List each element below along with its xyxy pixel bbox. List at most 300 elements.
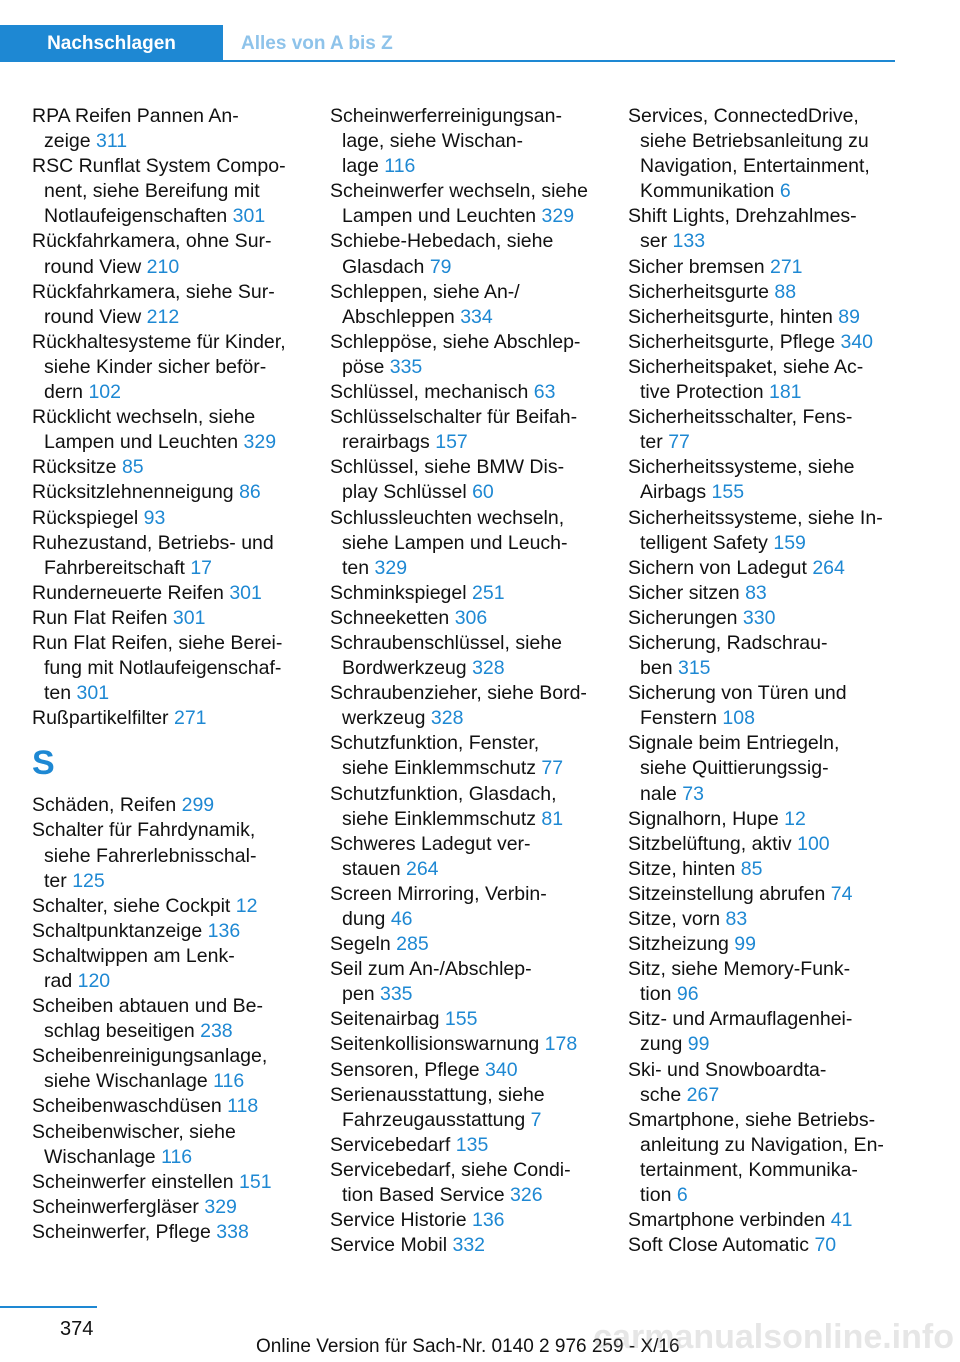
page-link[interactable]: 79	[429, 255, 452, 278]
entry-text: Sicherheitsgurte	[628, 280, 769, 303]
entry-text: lage, siehe Wischan-	[342, 130, 524, 153]
entry-text: Signale beim Entriegeln,	[628, 732, 840, 755]
page-link[interactable]: 70	[814, 1234, 837, 1257]
page-link[interactable]: 41	[830, 1209, 853, 1232]
index-entry	[330, 882, 598, 932]
index-entry	[628, 104, 898, 204]
entry-text: Schiebe-Hebedach, siehe	[330, 230, 554, 253]
page-link[interactable]: 301	[76, 682, 110, 705]
entry-text: Rücklicht wechseln, siehe	[32, 406, 256, 429]
entry-text: Schalter, siehe Cockpit	[32, 894, 231, 917]
page-link[interactable]: 330	[742, 606, 776, 629]
page-link[interactable]: 271	[769, 255, 803, 278]
page-link[interactable]: 301	[229, 581, 262, 604]
index-entry	[330, 455, 598, 505]
entry-text: Sitzeinstellung abrufen	[628, 882, 826, 905]
entry-text: Scheinwerfer einstellen	[32, 1170, 234, 1193]
entry-text: fung mit Notlaufeigenschaf-	[44, 657, 282, 680]
entry-text: Sitz, siehe Memory-Funk-	[628, 958, 851, 981]
index-entry	[32, 706, 300, 731]
entry-text: siehe Einklemmschutz	[342, 807, 536, 830]
page-link[interactable]: 212	[146, 305, 180, 328]
index-entry	[330, 1233, 598, 1258]
page-link[interactable]: 329	[541, 205, 575, 228]
header-tabs	[0, 25, 393, 62]
entry-text: Servicebedarf	[330, 1133, 451, 1156]
index-entry	[628, 932, 898, 957]
entry-text: Sensoren, Pflege	[330, 1058, 480, 1081]
index-entry	[628, 405, 898, 455]
page-link[interactable]: 73	[682, 782, 704, 805]
index-entry	[330, 731, 598, 781]
page-link[interactable]: 108	[722, 707, 755, 730]
entry-text: Schleppen, siehe An-/	[330, 280, 520, 303]
entry-text: Fahrbereitschaft	[44, 556, 185, 579]
page-link[interactable]: 100	[797, 832, 830, 855]
entry-text: siehe Fahrerlebnisschal-	[44, 844, 257, 867]
index-entry	[628, 832, 898, 857]
entry-text: siehe Einklemmschutz	[342, 757, 536, 780]
page-link[interactable]: 83	[725, 908, 748, 930]
page-link[interactable]: 74	[830, 882, 853, 905]
header-rule	[223, 60, 895, 62]
entry-text: Rückspiegel	[32, 506, 139, 529]
entry-text: Run Flat Reifen, siehe Berei-	[32, 631, 283, 654]
index-entry	[32, 405, 300, 455]
index-entry	[330, 606, 598, 631]
index-entry	[628, 1208, 898, 1233]
entry-text: Sicherheitssysteme, siehe	[628, 456, 855, 479]
tab-nachschlagen[interactable]: Nachschlagen	[0, 25, 223, 62]
index-entry	[628, 280, 898, 305]
page-link[interactable]: 46	[390, 908, 413, 930]
page-link[interactable]: 133	[672, 230, 706, 253]
page-link[interactable]: 301	[232, 205, 266, 228]
index-entry	[628, 606, 898, 631]
index-entry	[628, 907, 898, 932]
entry-text: ben	[640, 657, 673, 680]
entry-text: Sicherungen	[628, 606, 738, 629]
index-entry	[628, 957, 898, 1007]
entry-text: tion Based Service	[342, 1184, 505, 1207]
entry-text: Rückfahrkamera, ohne Sur-	[32, 230, 272, 253]
page-link[interactable]: 89	[838, 305, 860, 328]
page-link[interactable]: 102	[88, 381, 121, 404]
index-entry	[330, 1032, 598, 1057]
entry-text: Runderneuerte Reifen	[32, 581, 224, 604]
page-link[interactable]: 340	[485, 1058, 518, 1081]
index-entry	[628, 1233, 898, 1258]
entry-text: sche	[640, 1083, 682, 1106]
entry-text: lage	[342, 155, 379, 178]
entry-text: Sitze, hinten	[628, 857, 736, 880]
entry-text: play Schlüssel	[342, 481, 467, 504]
entry-text: Scheinwerfer wechseln, siehe	[330, 180, 588, 203]
entry-text: Fenstern	[640, 707, 717, 730]
entry-text: rad	[44, 970, 73, 992]
entry-text: Ruhezustand, Betriebs- und	[32, 531, 274, 554]
entry-text: tive Protection	[640, 381, 764, 404]
entry-text: Scheibenwaschdüsen	[32, 1095, 222, 1118]
index-entry	[330, 405, 598, 455]
page-link[interactable]: 335	[389, 355, 423, 378]
entry-text: Seil zum An-/Abschlep-	[330, 958, 532, 981]
index-entry	[32, 631, 300, 706]
index-entry	[330, 581, 598, 606]
entry-text: RSC Runflat System Compo-	[32, 155, 286, 178]
entry-text: Rußpartikelfilter	[32, 707, 169, 730]
index-entry	[32, 229, 300, 279]
entry-text: Shift Lights, Drehzahlmes-	[628, 205, 857, 228]
entry-text: Smartphone verbinden	[628, 1209, 826, 1232]
entry-text: werkzeug	[342, 707, 426, 730]
page-link[interactable]: 116	[161, 1145, 193, 1168]
page-link[interactable]: 136	[207, 919, 241, 942]
index-entry	[32, 1220, 300, 1245]
entry-text: nent, siehe Bereifung mit	[44, 180, 260, 203]
page-link[interactable]: 328	[472, 657, 505, 680]
page-link[interactable]: 135	[455, 1133, 489, 1156]
index-entry	[32, 1094, 300, 1119]
entry-text: schlag beseitigen	[44, 1020, 195, 1043]
page-link[interactable]: 338	[216, 1220, 249, 1243]
page-link[interactable]: 120	[77, 970, 111, 992]
page-link[interactable]: 116	[213, 1070, 245, 1093]
index-entry	[628, 882, 898, 907]
page-link[interactable]: 301	[172, 606, 206, 629]
entry-text: Service Mobil	[330, 1234, 448, 1257]
entry-text: Sicherheitsgurte, hinten	[628, 305, 833, 328]
footer-rule	[0, 1306, 97, 1308]
page-link[interactable]: 155	[711, 481, 745, 504]
entry-text: ten	[44, 682, 72, 705]
entry-text: Fahrzeugausstattung	[342, 1108, 526, 1131]
index-entry	[32, 330, 300, 405]
page-link[interactable]: 83	[745, 581, 767, 604]
index-entry	[628, 506, 898, 556]
page-link[interactable]: 12	[235, 894, 258, 917]
page-link[interactable]: 6	[779, 180, 791, 203]
index-entry	[330, 229, 598, 279]
page-link[interactable]: 99	[687, 1033, 710, 1056]
index-entry	[32, 280, 300, 330]
page-link[interactable]: 88	[774, 280, 797, 303]
entry-text: Scheibenreinigungsanlage,	[32, 1045, 268, 1068]
page-link[interactable]: 77	[541, 757, 564, 780]
entry-text: Schaltpunktanzeige	[32, 919, 203, 942]
entry-text: dung	[342, 908, 386, 930]
entry-text: Run Flat Reifen	[32, 606, 168, 629]
entry-text: anleitung zu Navigation, En-	[640, 1133, 884, 1156]
entry-text: rerairbags	[342, 431, 430, 454]
entry-text: tertainment, Kommunika-	[640, 1158, 858, 1181]
entry-text: Sicher bremsen	[628, 255, 765, 278]
index-entry	[628, 731, 898, 806]
entry-text: Scheinwerfer, Pflege	[32, 1220, 211, 1243]
index-entry	[330, 179, 598, 229]
index-entry	[628, 1007, 898, 1057]
page-link[interactable]: 271	[173, 707, 207, 730]
entry-text: Schaltwippen am Lenk-	[32, 944, 235, 967]
entry-text: round View	[44, 305, 142, 328]
page-link[interactable]: 328	[430, 707, 464, 730]
page-link[interactable]: 329	[374, 556, 408, 579]
page-link[interactable]: 96	[676, 983, 699, 1006]
entry-text: zung	[640, 1033, 683, 1056]
index-entry	[330, 280, 598, 330]
entry-text: Schutzfunktion, Glasdach,	[330, 782, 557, 805]
index-entry	[330, 681, 598, 731]
page-link[interactable]: 81	[541, 807, 564, 830]
entry-text: Sicher sitzen	[628, 581, 740, 604]
page-link[interactable]: 326	[510, 1184, 543, 1207]
entry-text: Schlüsselschalter für Beifah-	[330, 406, 578, 429]
page-link[interactable]: 335	[379, 983, 413, 1006]
index-entry	[32, 894, 300, 919]
entry-text: Smartphone, siehe Betriebs-	[628, 1108, 876, 1131]
entry-text: nale	[640, 782, 677, 805]
entry-text: Signalhorn, Hupe	[628, 807, 779, 830]
index-entry	[628, 455, 898, 505]
page-link[interactable]: 155	[444, 1008, 478, 1031]
entry-text: Ski- und Snowboardta-	[628, 1058, 827, 1081]
page-link[interactable]: 264	[812, 556, 845, 579]
entry-text: pöse	[342, 355, 385, 378]
page-link[interactable]: 159	[773, 531, 806, 554]
entry-text: siehe Quittierungssig-	[640, 757, 829, 780]
index-entry	[32, 919, 300, 944]
page-link[interactable]: 340	[840, 330, 874, 353]
index-entry	[628, 681, 898, 731]
entry-text: ten	[342, 556, 370, 579]
entry-text: Schweres Ladegut ver-	[330, 832, 531, 855]
index-entry	[628, 1108, 898, 1208]
page-link[interactable]: 85	[121, 456, 144, 479]
entry-text: tion	[640, 983, 672, 1006]
entry-text: Seitenairbag	[330, 1008, 440, 1031]
entry-text: Sitzbelüftung, aktiv	[628, 832, 792, 855]
index-letter-heading: S	[32, 744, 55, 783]
entry-text: Lampen und Leuchten	[342, 205, 537, 228]
page-link[interactable]: 77	[668, 431, 690, 454]
entry-text: siehe Betriebsanleitung zu	[640, 130, 869, 153]
entry-text: Sitz- und Armauflagenhei-	[628, 1008, 853, 1031]
entry-text: Sichern von Ladegut	[628, 556, 807, 579]
index-entry	[330, 506, 598, 581]
page-link[interactable]: 332	[452, 1234, 486, 1257]
index-entry	[330, 782, 598, 832]
entry-text: Wischanlage	[44, 1145, 156, 1168]
page-link[interactable]: 136	[471, 1209, 505, 1232]
index-entry	[32, 1195, 300, 1220]
page-link[interactable]: 7	[530, 1108, 542, 1131]
index-entry	[628, 857, 898, 882]
entry-text: Schneeketten	[330, 606, 450, 629]
entry-text: zeige	[44, 130, 91, 153]
entry-text: Schäden, Reifen	[32, 794, 177, 817]
entry-text: Schraubenzieher, siehe Bord-	[330, 682, 587, 705]
entry-text: Sicherheitspaket, siehe Ac-	[628, 355, 864, 378]
page-link[interactable]: 157	[435, 431, 468, 454]
index-entry	[628, 355, 898, 405]
entry-text: Bordwerkzeug	[342, 657, 467, 680]
entry-text: Schraubenschlüssel, siehe	[330, 631, 562, 654]
entry-text: Abschleppen	[342, 305, 455, 328]
index-entry	[628, 631, 898, 681]
entry-text: Rücksitze	[32, 456, 117, 479]
entry-text: Sicherung, Radschrau-	[628, 631, 828, 654]
page-link[interactable]: 210	[146, 255, 180, 278]
entry-text: ter	[44, 869, 67, 892]
entry-text: Rückfahrkamera, siehe Sur-	[32, 280, 275, 303]
index-entry	[330, 832, 598, 882]
page-link[interactable]: 93	[143, 506, 166, 529]
entry-text: tion	[640, 1184, 672, 1207]
page-link[interactable]: 60	[472, 481, 494, 504]
index-entry	[330, 380, 598, 405]
page-link[interactable]: 306	[454, 606, 488, 629]
tab-alles-von-a-bis-z[interactable]: Alles von A bis Z	[241, 32, 393, 54]
entry-text: siehe Lampen und Leuch-	[342, 531, 568, 554]
entry-text: Soft Close Automatic	[628, 1234, 810, 1257]
entry-text: Sicherheitsgurte, Pflege	[628, 330, 836, 353]
page-link[interactable]: 334	[460, 305, 493, 328]
index-entry	[32, 1120, 300, 1170]
page-link[interactable]: 178	[544, 1033, 578, 1056]
entry-text: Serienausstattung, siehe	[330, 1083, 545, 1106]
index-entry	[330, 1208, 598, 1233]
entry-text: Scheinwerferreinigungsan-	[330, 105, 562, 127]
entry-text: Sicherheitsschalter, Fens-	[628, 406, 853, 429]
entry-text: Schleppöse, siehe Abschlep-	[330, 330, 581, 353]
page-link[interactable]: 251	[472, 581, 505, 604]
page-link[interactable]: 17	[190, 556, 213, 579]
entry-text: Schutzfunktion, Fenster,	[330, 732, 540, 755]
index-entry	[32, 104, 300, 154]
index-entry	[330, 932, 598, 957]
index-entry	[628, 581, 898, 606]
index-entry	[628, 807, 898, 832]
page-link[interactable]: 264	[405, 857, 439, 880]
page-link[interactable]: 125	[72, 869, 105, 892]
page-link[interactable]: 6	[676, 1184, 688, 1207]
index-column-3	[628, 104, 898, 1258]
page-link[interactable]: 329	[243, 431, 277, 454]
page-link[interactable]: 151	[239, 1170, 272, 1193]
entry-text: Scheinwerfergläser	[32, 1195, 199, 1218]
index-entry	[32, 606, 300, 631]
page-link[interactable]: 311	[96, 130, 128, 153]
entry-text: Screen Mirroring, Verbin-	[330, 882, 547, 905]
index-entry	[32, 506, 300, 531]
index-column-2	[330, 104, 598, 1258]
index-entry	[330, 330, 598, 380]
entry-text: Service Historie	[330, 1209, 467, 1232]
index-entry	[330, 631, 598, 681]
index-entry	[330, 957, 598, 1007]
index-entry	[32, 994, 300, 1044]
entry-text: Sicherheitssysteme, siehe In-	[628, 506, 883, 529]
index-entry	[32, 455, 300, 480]
page-link[interactable]: 99	[734, 933, 756, 956]
index-entry	[32, 818, 300, 893]
page-link[interactable]: 329	[204, 1195, 237, 1218]
entry-text: Rücksitzlehnenneigung	[32, 481, 234, 504]
index-entry	[628, 255, 898, 280]
entry-text: Airbags	[640, 481, 707, 504]
entry-text: Schlussleuchten wechseln,	[330, 506, 565, 529]
index-entry	[330, 1133, 598, 1158]
index-entry	[32, 154, 300, 229]
index-entry	[628, 204, 898, 254]
entry-text: Schalter für Fahrdynamik,	[32, 819, 256, 842]
entry-text: Seitenkollisionswarnung	[330, 1033, 540, 1056]
index-entry	[330, 1083, 598, 1133]
index-entry	[32, 1170, 300, 1195]
index-column-1	[32, 104, 300, 1245]
index-entry	[628, 1058, 898, 1108]
entry-text: ter	[640, 431, 663, 454]
entry-text: Schminkspiegel	[330, 581, 467, 604]
page-link[interactable]: 299	[181, 794, 215, 817]
index-entry	[32, 581, 300, 606]
page-link[interactable]: 285	[396, 933, 429, 956]
entry-text: Servicebedarf, siehe Condi-	[330, 1158, 571, 1181]
entry-text: Schlüssel, mechanisch	[330, 381, 529, 404]
index-entry	[330, 1007, 598, 1032]
entry-text: dern	[44, 381, 84, 404]
index-entry	[330, 1058, 598, 1083]
entry-text: Services, ConnectedDrive,	[628, 105, 859, 127]
entry-text: Scheiben abtauen und Be-	[32, 995, 263, 1018]
page-link[interactable]: 86	[239, 481, 261, 504]
entry-text: round View	[44, 255, 142, 278]
entry-text: siehe Kinder sicher beför-	[44, 355, 267, 378]
index-entry	[32, 1044, 300, 1094]
page-link[interactable]: 85	[740, 857, 763, 880]
page-link[interactable]: 63	[533, 381, 556, 404]
index-entry	[32, 793, 300, 818]
page-link[interactable]: 116	[384, 155, 416, 178]
entry-text: pen	[342, 983, 375, 1006]
entry-text: Glasdach	[342, 255, 425, 278]
entry-text: Navigation, Entertainment,	[640, 155, 870, 178]
index-entry	[32, 944, 300, 994]
index-entry	[628, 556, 898, 581]
entry-text: Sicherung von Türen und	[628, 682, 847, 705]
entry-text: telligent Safety	[640, 531, 768, 554]
index-entry	[32, 480, 300, 505]
index-entry	[330, 104, 598, 179]
index-entry	[330, 1158, 598, 1208]
entry-text: Kommunikation	[640, 180, 775, 203]
page-link[interactable]: 181	[768, 381, 802, 404]
page-link[interactable]: 315	[677, 657, 711, 680]
page-link[interactable]: 12	[784, 807, 806, 830]
page-link[interactable]: 238	[200, 1020, 233, 1043]
entry-text: Rückhaltesysteme für Kinder,	[32, 330, 286, 353]
page-link[interactable]: 267	[686, 1083, 720, 1106]
entry-text: Schlüssel, siehe BMW Dis-	[330, 456, 565, 479]
page-link[interactable]: 118	[227, 1095, 259, 1118]
entry-text: Segeln	[330, 933, 391, 956]
edition-text: Online Version für Sach-Nr. 0140 2 976 259 - X/16	[256, 1336, 680, 1357]
entry-text: Scheibenwischer, siehe	[32, 1120, 236, 1143]
entry-text: Notlaufeigenschaften	[44, 205, 228, 228]
index-entry	[628, 305, 898, 330]
entry-text: Sitzheizung	[628, 933, 729, 956]
entry-text: Sitze, vorn	[628, 908, 721, 930]
